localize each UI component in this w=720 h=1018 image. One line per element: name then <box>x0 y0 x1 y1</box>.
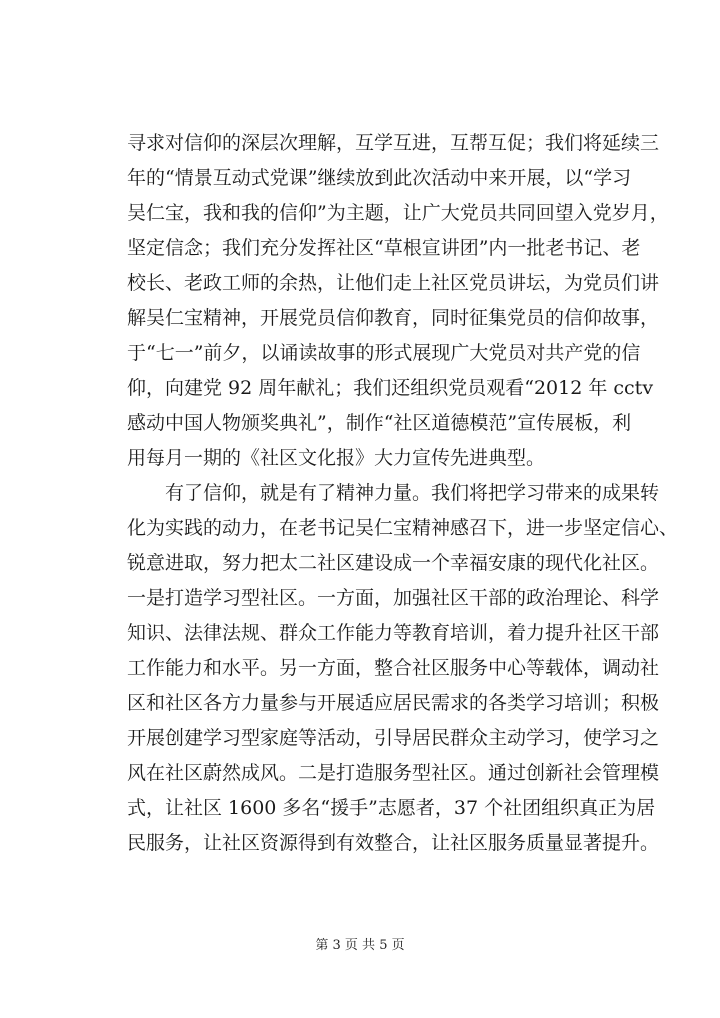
page-footer <box>0 938 720 954</box>
text-line: 坚定信念；我们充分发挥社区“草根宣讲团”内一批老书记、老 <box>127 237 641 259</box>
text-line: 知识、法律法规、群众工作能力等教育培训，着力提升社区干部 <box>127 622 660 644</box>
text-line: 式，让社区 1600 多名“援手”志愿者，37 个社团组织真正为居 <box>127 797 656 819</box>
page-number-label: 第 3 页 共 5 页 <box>315 938 405 953</box>
text-line: 解吴仁宝精神，开展党员信仰教育，同时征集党员的信仰故事， <box>127 307 660 329</box>
text-line: 风在社区蔚然成风。二是打造服务型社区。通过创新社会管理模 <box>127 762 660 784</box>
document-body <box>127 126 679 861</box>
text-line: 有了信仰，就是有了精神力量。我们将把学习带来的成果转 <box>165 482 660 504</box>
text-line: 一是打造学习型社区。一方面，加强社区干部的政治理论、科学 <box>127 587 660 609</box>
text-line: 区和社区各方力量参与开展适应居民需求的各类学习培训；积极 <box>127 692 660 714</box>
paragraph-2 <box>127 476 679 861</box>
text-line: 年的“情景互动式党课”继续放到此次活动中来开展，以“学习 <box>127 167 632 189</box>
text-line: 寻求对信仰的深层次理解，互学互进，互帮互促；我们将延续三 <box>127 132 660 154</box>
text-line: 民服务，让社区资源得到有效整合，让社区服务质量显著提升。 <box>127 832 660 854</box>
text-line: 校长、老政工师的余热，让他们走上社区党员讲坛，为党员们讲 <box>127 272 660 294</box>
text-line: 吴仁宝，我和我的信仰”为主题，让广大党员共同回望入党岁月， <box>127 202 669 224</box>
text-line: 化为实践的动力，在老书记吴仁宝精神感召下，进一步坚定信心、 <box>127 517 679 539</box>
text-line: 锐意进取，努力把太二社区建设成一个幸福安康的现代化社区。 <box>127 552 660 574</box>
text-line: 开展创建学习型家庭等活动，引导居民群众主动学习，使学习之 <box>127 727 660 749</box>
text-line: 用每月一期的《社区文化报》大力宣传先进典型。 <box>127 447 546 469</box>
text-line: 于“七一”前夕，以诵读故事的形式展现广大党员对共产党的信 <box>127 342 641 364</box>
paragraph-1 <box>127 126 669 476</box>
text-line: 工作能力和水平。另一方面，整合社区服务中心等载体，调动社 <box>127 657 660 679</box>
text-line: 仰，向建党 92 周年献礼；我们还组织党员观看“2012 年 cctv <box>127 377 654 399</box>
text-line: 感动中国人物颁奖典礼”，制作“社区道德模范”宣传展板，利 <box>127 412 632 434</box>
